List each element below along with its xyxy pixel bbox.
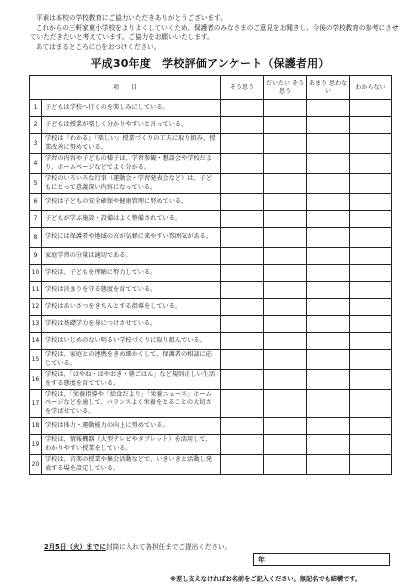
answer-dont-know-cell[interactable] — [350, 228, 392, 248]
answer-somewhat-agree-cell[interactable] — [264, 265, 307, 282]
answer-dont-know-cell[interactable] — [350, 265, 392, 282]
row-number: 18 — [30, 418, 42, 435]
instruction-text: 封筒に入れて各担任までご提出ください。 — [105, 543, 232, 551]
question-text: 学校は、「栄養指導や「給食だより」「栄養ニュース」ホームページなどを通して、バランスよく栄養をとることの大切さを学ばせている。 — [42, 390, 221, 418]
table-row — [30, 174, 392, 194]
answer-somewhat-disagree-cell[interactable] — [307, 248, 350, 265]
row-number: 20 — [30, 455, 42, 475]
table-row — [30, 248, 392, 265]
answer-dont-know-cell[interactable] — [350, 455, 392, 475]
question-text: 学校は、家庭との連携をきめ細かくして、保護者の相談に応じている。 — [42, 350, 221, 370]
answer-somewhat-disagree-cell[interactable] — [307, 333, 350, 350]
table-row — [30, 194, 392, 211]
table-row — [30, 299, 392, 316]
answer-somewhat-agree-cell[interactable] — [264, 299, 307, 316]
table-row — [30, 316, 392, 333]
answer-dont-know-cell[interactable] — [350, 282, 392, 299]
table-row — [30, 370, 392, 390]
answer-somewhat-disagree-cell[interactable] — [307, 228, 350, 248]
question-text: 学校は、音楽の授業や集会活動などで、いきいきと活動し発表する場を設定している。 — [42, 455, 221, 475]
answer-somewhat-agree-cell[interactable] — [264, 194, 307, 211]
intro-line-3: あてはまるところに○をおつけください。 — [36, 42, 161, 51]
table-row — [30, 418, 392, 435]
row-number: 5 — [30, 174, 42, 194]
grade-field[interactable] — [253, 553, 390, 566]
question-text: 子どもが学ぶ施設・設備はよく整備されている。 — [42, 211, 221, 228]
answer-somewhat-agree-cell[interactable] — [264, 282, 307, 299]
answer-strongly-agree-cell[interactable] — [221, 418, 264, 435]
answer-dont-know-cell[interactable] — [350, 100, 392, 117]
intro-text — [30, 14, 400, 52]
row-number: 3 — [30, 134, 42, 154]
grade-label: 年 — [258, 556, 265, 564]
answer-somewhat-agree-cell[interactable] — [264, 418, 307, 435]
table-row — [30, 455, 392, 475]
answer-dont-know-cell[interactable] — [350, 154, 392, 174]
answer-somewhat-agree-cell[interactable] — [264, 174, 307, 194]
row-number: 1 — [30, 100, 42, 117]
question-text: 学校は体力・運動能力の向上に努めている。 — [42, 418, 221, 435]
answer-strongly-agree-cell[interactable] — [221, 435, 264, 455]
question-text: 家庭学習の分量は適切である。 — [42, 248, 221, 265]
question-text: 子どもは授業が楽しく分かりやすいと言っている。 — [42, 117, 221, 134]
answer-strongly-agree-cell[interactable] — [221, 100, 264, 117]
header-somewhat-disagree: あまり 思わない — [307, 76, 350, 100]
answer-somewhat-agree-cell[interactable] — [264, 154, 307, 174]
intro-line-2: これからの三軒家東小学校をよりよくしていくため、保護者のみなさまのご意見をお聞きし、今後の学校教育の参考にさせていただきたいと考えています。ご協力をお願いいたします。 — [30, 23, 399, 42]
row-number: 4 — [30, 154, 42, 174]
row-number: 2 — [30, 117, 42, 134]
header-item: 項 目 — [30, 76, 221, 100]
answer-somewhat-disagree-cell[interactable] — [307, 390, 350, 418]
table-row — [30, 117, 392, 134]
answer-dont-know-cell[interactable] — [350, 333, 392, 350]
table-row — [30, 228, 392, 248]
row-number: 7 — [30, 211, 42, 228]
question-text: 学校は、情報機器（大型テレビやタブレット）を活用して、わかりやすい授業をしている。 — [42, 435, 221, 455]
answer-dont-know-cell[interactable] — [350, 134, 392, 154]
answer-somewhat-disagree-cell[interactable] — [307, 455, 350, 475]
question-text: 学校は、「はやね・はやおき・朝ごはん」など規則正しい生活をする態度を育てている。 — [42, 370, 221, 390]
answer-strongly-agree-cell[interactable] — [221, 299, 264, 316]
answer-dont-know-cell[interactable] — [350, 390, 392, 418]
answer-strongly-agree-cell[interactable] — [221, 390, 264, 418]
table-row — [30, 435, 392, 455]
question-text: 子どもは学校へ行くのを楽しみにしている。 — [42, 100, 221, 117]
row-number: 10 — [30, 265, 42, 282]
answer-strongly-agree-cell[interactable] — [221, 282, 264, 299]
table-row — [30, 100, 392, 117]
submission-instruction — [44, 541, 231, 551]
answer-dont-know-cell[interactable] — [350, 211, 392, 228]
answer-somewhat-agree-cell[interactable] — [264, 117, 307, 134]
answer-dont-know-cell[interactable] — [350, 350, 392, 370]
row-number: 16 — [30, 370, 42, 390]
answer-somewhat-disagree-cell[interactable] — [307, 117, 350, 134]
question-text: 学校には保護者や地域の方が気軽に来やすい雰囲気がある。 — [42, 228, 221, 248]
answer-somewhat-disagree-cell[interactable] — [307, 435, 350, 455]
row-number: 13 — [30, 316, 42, 333]
table-row — [30, 154, 392, 174]
answer-somewhat-agree-cell[interactable] — [264, 316, 307, 333]
answer-somewhat-agree-cell[interactable] — [264, 435, 307, 455]
answer-somewhat-agree-cell[interactable] — [264, 350, 307, 370]
table-row — [30, 265, 392, 282]
answer-somewhat-agree-cell[interactable] — [264, 228, 307, 248]
question-text: 学校は決まりを守る態度を育てている。 — [42, 282, 221, 299]
answer-strongly-agree-cell[interactable] — [221, 265, 264, 282]
answer-somewhat-agree-cell[interactable] — [264, 211, 307, 228]
header-somewhat-agree: だいたい そう思う — [264, 76, 307, 100]
answer-somewhat-disagree-cell[interactable] — [307, 316, 350, 333]
answer-somewhat-disagree-cell[interactable] — [307, 370, 350, 390]
answer-somewhat-disagree-cell[interactable] — [307, 282, 350, 299]
row-number: 6 — [30, 194, 42, 211]
answer-somewhat-disagree-cell[interactable] — [307, 211, 350, 228]
row-number: 19 — [30, 435, 42, 455]
answer-dont-know-cell[interactable] — [350, 299, 392, 316]
answer-strongly-agree-cell[interactable] — [221, 316, 264, 333]
table-row — [30, 333, 392, 350]
header-row — [30, 76, 392, 100]
table-row — [30, 282, 392, 299]
answer-somewhat-agree-cell[interactable] — [264, 333, 307, 350]
answer-somewhat-disagree-cell[interactable] — [307, 299, 350, 316]
question-text: 学校のいろいろな行事（運動会・学習発表会など）は、子どもにとって意義深い内容になっている。 — [42, 174, 221, 194]
answer-strongly-agree-cell[interactable] — [221, 370, 264, 390]
row-number: 15 — [30, 350, 42, 370]
answer-somewhat-disagree-cell[interactable] — [307, 154, 350, 174]
answer-dont-know-cell[interactable] — [350, 174, 392, 194]
name-note: ※差し支えなければお名前をご記入ください。無記名でも結構です。 — [170, 576, 362, 583]
answer-strongly-agree-cell[interactable] — [221, 174, 264, 194]
answer-strongly-agree-cell[interactable] — [221, 117, 264, 134]
answer-somewhat-disagree-cell[interactable] — [307, 418, 350, 435]
survey-table — [29, 75, 392, 475]
row-number: 12 — [30, 299, 42, 316]
deadline-text: 2月5日（火）までに — [44, 543, 106, 551]
answer-somewhat-disagree-cell[interactable] — [307, 265, 350, 282]
header-dont-know: わからない — [350, 76, 392, 100]
table-row — [30, 390, 392, 418]
answer-strongly-agree-cell[interactable] — [221, 455, 264, 475]
answer-strongly-agree-cell[interactable] — [221, 248, 264, 265]
question-text: 学校は子どもの安全確保や健康管理に努めている。 — [42, 194, 221, 211]
answer-dont-know-cell[interactable] — [350, 370, 392, 390]
answer-somewhat-disagree-cell[interactable] — [307, 100, 350, 117]
answer-strongly-agree-cell[interactable] — [221, 194, 264, 211]
question-text: 学校は基礎学力を身につけさせている。 — [42, 316, 221, 333]
row-number: 14 — [30, 333, 42, 350]
answer-strongly-agree-cell[interactable] — [221, 333, 264, 350]
answer-somewhat-disagree-cell[interactable] — [307, 350, 350, 370]
row-number: 9 — [30, 248, 42, 265]
answer-somewhat-agree-cell[interactable] — [264, 370, 307, 390]
answer-strongly-agree-cell[interactable] — [221, 350, 264, 370]
answer-somewhat-disagree-cell[interactable] — [307, 134, 350, 154]
answer-strongly-agree-cell[interactable] — [221, 211, 264, 228]
answer-somewhat-disagree-cell[interactable] — [307, 174, 350, 194]
header-strongly-agree: そう思う — [221, 76, 264, 100]
question-text: 学校はいじめのない明るい学校づくりに取り組んでいる。 — [42, 333, 221, 350]
answer-somewhat-agree-cell[interactable] — [264, 390, 307, 418]
answer-dont-know-cell[interactable] — [350, 316, 392, 333]
answer-somewhat-agree-cell[interactable] — [264, 248, 307, 265]
row-number: 11 — [30, 282, 42, 299]
answer-dont-know-cell[interactable] — [350, 435, 392, 455]
table-row — [30, 211, 392, 228]
answer-dont-know-cell[interactable] — [350, 194, 392, 211]
question-text: 学校は、子どもを理解に努力している。 — [42, 265, 221, 282]
answer-strongly-agree-cell[interactable] — [221, 134, 264, 154]
intro-line-1: 平素は本校の学校教育にご協力いただきありがとうございます。 — [36, 14, 227, 22]
answer-strongly-agree-cell[interactable] — [221, 154, 264, 174]
table-row — [30, 134, 392, 154]
question-text: 学校は『わかる』『楽しい』授業づくりの工夫に取り組み、授業改善に努めている。 — [42, 134, 221, 154]
answer-somewhat-agree-cell[interactable] — [264, 455, 307, 475]
page-title: 平成30年度 学校評価アンケート（保護者用） — [90, 57, 330, 70]
answer-dont-know-cell[interactable] — [350, 117, 392, 134]
answer-dont-know-cell[interactable] — [350, 418, 392, 435]
answer-strongly-agree-cell[interactable] — [221, 228, 264, 248]
answer-somewhat-agree-cell[interactable] — [264, 100, 307, 117]
answer-somewhat-disagree-cell[interactable] — [307, 194, 350, 211]
row-number: 17 — [30, 390, 42, 418]
answer-somewhat-agree-cell[interactable] — [264, 134, 307, 154]
answer-dont-know-cell[interactable] — [350, 248, 392, 265]
question-text: 学習の内容や子どもの様子は、学習参観・懇談会や学校だより、ホームページなどでよく分かる。 — [42, 154, 221, 174]
question-text: 学校はあいさつをきちんとする指導をしている。 — [42, 299, 221, 316]
row-number: 8 — [30, 228, 42, 248]
table-row — [30, 350, 392, 370]
